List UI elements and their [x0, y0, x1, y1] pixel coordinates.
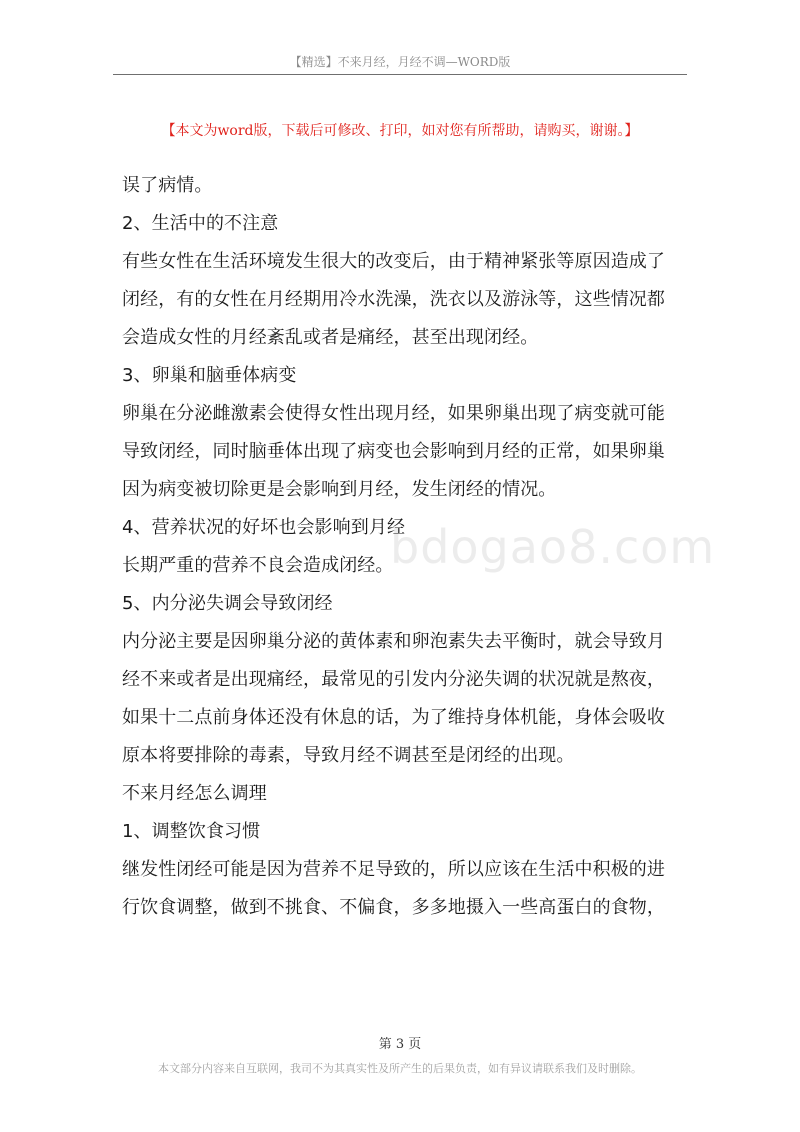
body-line: 原本将要排除的毒素，导致月经不调甚至是闭经的出现。	[122, 745, 575, 766]
section-heading: 3、卵巢和脑垂体病变	[122, 365, 297, 386]
body-line: 长期严重的营养不良会造成闭经。	[122, 555, 394, 576]
body-line: 继发性闭经可能是因为营养不足导致的，所以应该在生活中积极的进	[122, 859, 665, 880]
body-line: 会造成女性的月经紊乱或者是痛经，甚至出现闭经。	[122, 327, 539, 348]
body-line: 误了病情。	[122, 175, 213, 196]
footer-disclaimer: 本文部分内容来自互联网，我司不为其真实性及所产生的后果负责，如有异议请联系我们及时删除。	[158, 1062, 642, 1075]
body-line: 导致闭经，同时脑垂体出现了病变也会影响到月经的正常，如果卵巢	[122, 441, 665, 462]
section-heading: 5、内分泌失调会导致闭经	[122, 593, 333, 614]
body-line: 内分泌主要是因卵巢分泌的黄体素和卵泡素失去平衡时，就会导致月	[122, 631, 665, 652]
body-line: 有些女性在生活环境发生很大的改变后，由于精神紧张等原因造成了	[122, 251, 665, 272]
section-heading: 4、营养状况的好坏也会影响到月经	[122, 517, 406, 538]
body-line: 因为病变被切除更是会影响到月经，发生闭经的情况。	[122, 479, 557, 500]
section-heading: 1、调整饮食习惯	[122, 821, 261, 842]
body-line: 如果十二点前身体还没有休息的话，为了维持身体机能，身体会吸收	[122, 707, 665, 728]
body-line: 行饮食调整，做到不挑食、不偏食，多多地摄入一些高蛋白的食物，	[122, 897, 665, 918]
body-line: 闭经，有的女性在月经期用冷水洗澡，洗衣以及游泳等，这些情况都	[122, 289, 665, 310]
body-line: 卵巢在分泌雌激素会使得女性出现月经，如果卵巢出现了病变就可能	[122, 403, 665, 424]
page-number: 第 3 页	[378, 1037, 422, 1052]
section-heading: 不来月经怎么调理	[122, 783, 267, 804]
page-header-title: 【精选】不来月经，月经不调—WORD版	[289, 55, 511, 69]
purchase-notice: 【本文为word版，下载后可修改、打印，如对您有所帮助，请购买，谢谢。】	[161, 123, 639, 139]
section-heading: 2、生活中的不注意	[122, 213, 279, 234]
body-line: 经不来或者是出现痛经，最常见的引发内分泌失调的状况就是熬夜，	[122, 669, 665, 690]
document-body	[122, 167, 682, 927]
header-divider	[113, 74, 687, 75]
site-watermark: bdogao8.com	[390, 520, 716, 574]
